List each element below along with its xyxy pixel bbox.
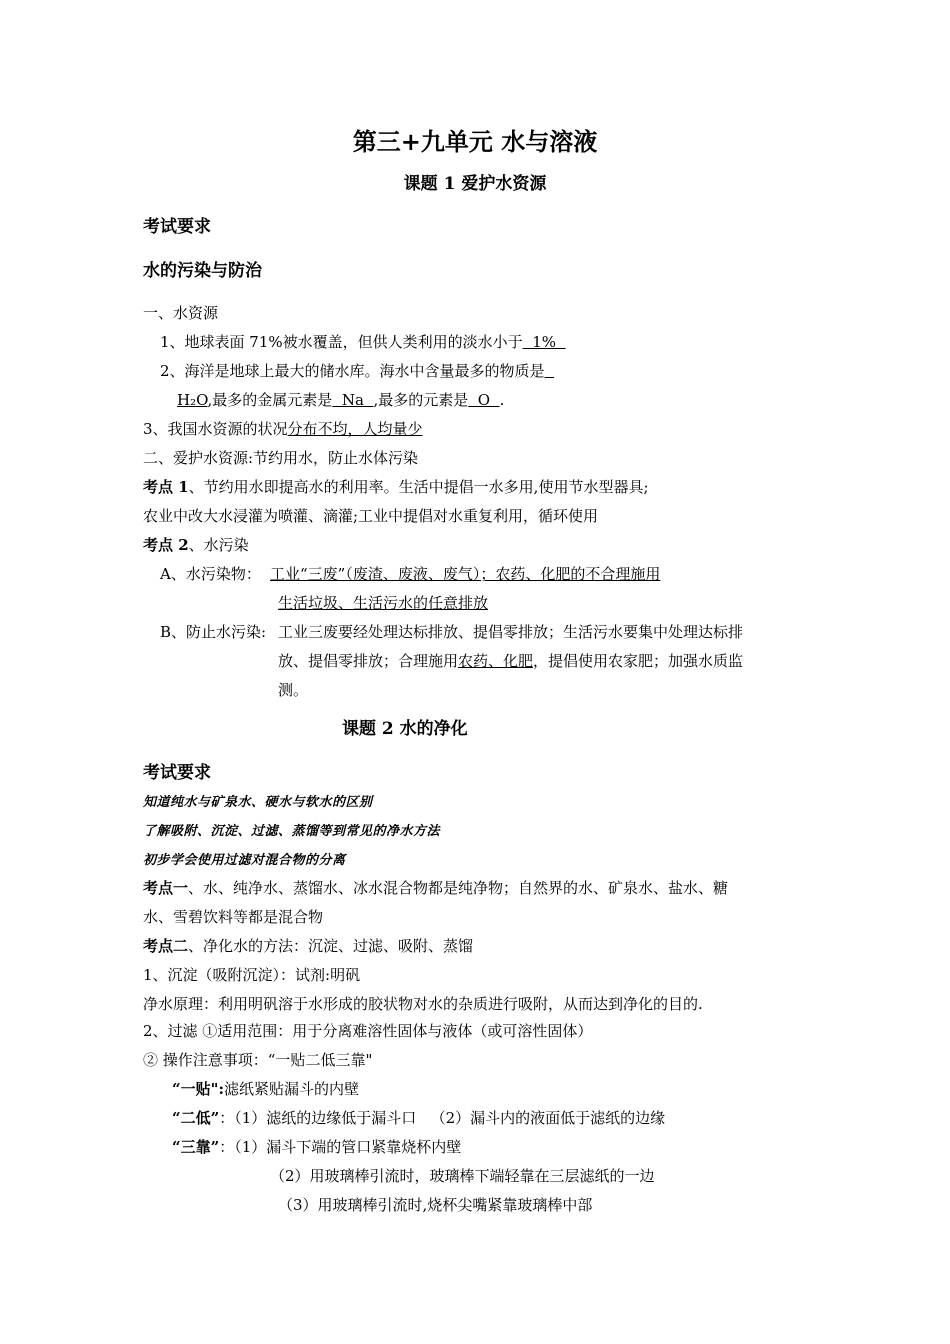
filtration-notes: ② 操作注意事项：“一贴二低三靠": [143, 1051, 373, 1069]
lesson1-title: 课题 1 爱护水资源: [403, 174, 547, 194]
item-3-text: 3、我国水资源的状况: [143, 420, 288, 438]
erdi: [172, 1108, 665, 1128]
requirement-1: 知道纯水与矿泉水、硬水与软水的区别: [143, 795, 373, 810]
requirement-2: 了解吸附、沉淀、过滤、蒸馏等到常见的净水方法: [143, 824, 441, 839]
answer-h2o: H₂O: [177, 391, 208, 409]
sedimentation-principle: 净水原理：利用明矾溶于水形成的胶状物对水的杂质进行吸附，从而达到净化的目的.: [143, 995, 703, 1013]
prevent-line2-underlined: 农药、化肥: [458, 652, 534, 670]
sankao: [172, 1137, 461, 1157]
erdi-text: ：（1）滤纸的边缘低于漏斗口 （2）漏斗内的液面低于滤纸的边缘: [219, 1109, 666, 1127]
key-point-a-line2: 水、雪碧饮料等都是混合物: [143, 908, 324, 926]
key-point-b-text: 、净化水的方法：沉淀、过滤、吸附、蒸馏: [188, 937, 474, 955]
item-1-answer: 1%: [522, 333, 566, 351]
prevent-line3: 测。: [278, 681, 309, 699]
topic-heading: 水的污染与防治: [143, 261, 262, 281]
lesson2-title: 课题 2 水的净化: [342, 719, 468, 739]
prevent-line1: 工业三废要经处理达标排放、提倡零排放；生活污水要集中处理达标排: [278, 623, 744, 641]
key-point-1: [143, 477, 649, 497]
item-2-end: .: [499, 391, 505, 409]
pollutant-line1: 工业“三废”（废渣、废液、废气）；农药、化肥的不合理施用: [270, 565, 661, 583]
key-point-2-label: 考点 2: [143, 536, 189, 554]
key-point-1-label: 考点 1: [143, 478, 189, 496]
requirement-3: 初步学会使用过滤对混合物的分离: [143, 853, 346, 868]
method-sedimentation: 1、沉淀（吸附沉淀）：试剂:明矾: [143, 966, 361, 984]
key-point-2-text: 、水污染: [188, 536, 249, 554]
pollutant-line2: 生活垃圾、生活污水的任意排放: [278, 594, 489, 612]
prevent-line2-a: 放、提倡零排放；合理施用: [278, 652, 459, 670]
section-protect-water: 二、爱护水资源:节约用水，防止水体污染: [143, 449, 419, 467]
key-point-b-label: 考点二: [143, 937, 189, 955]
key-point-a: [143, 878, 728, 898]
yitie-label: “一贴":: [172, 1080, 224, 1098]
answer-na: Na: [332, 391, 374, 409]
key-point-b: [143, 936, 473, 956]
exam-requirements-heading: 考试要求: [143, 217, 211, 237]
method-filtration: 2、过滤 ①适用范围：用于分离难溶性固体与液体（或可溶性固体）: [143, 1022, 593, 1040]
item-2-line2: [177, 390, 504, 410]
sankao-2: （2）用玻璃棒引流时，玻璃棒下端轻靠在三层滤纸的一边: [270, 1167, 655, 1185]
pollutant-label: A、水污染物：: [160, 565, 261, 583]
item-2-metal-text: ,最多的金属元素是: [207, 391, 333, 409]
item-3-answer: 分布不均，人均量少: [287, 420, 423, 438]
item-3: [143, 419, 423, 439]
answer-o: O: [468, 391, 500, 409]
section-water-resources: 一、水资源: [143, 304, 219, 322]
item-1: [160, 332, 566, 352]
item-2-text: 2、海洋是地球上最大的储水库。海水中含量最多的物质是: [160, 362, 545, 380]
erdi-label: “二低”: [172, 1109, 220, 1127]
prevent-line2: [278, 651, 743, 671]
yitie-text: 滤纸紧贴漏斗的内壁: [223, 1080, 359, 1098]
sankao-3: （3）用玻璃棒引流时,烧杯尖嘴紧靠玻璃棒中部: [278, 1196, 593, 1214]
sankao-text: ：（1）漏斗下端的管口紧靠烧杯内壁: [219, 1138, 462, 1156]
key-point-1-text: 、节约用水即提高水的利用率。生活中提倡一水多用,使用节水型器具;: [188, 478, 649, 496]
key-point-a-text: 、水、纯净水、蒸馏水、冰水混合物都是纯净物；自然界的水、矿泉水、盐水、糖: [188, 879, 729, 897]
sankao-label: “三靠”: [172, 1138, 220, 1156]
key-point-a-label: 考点一: [143, 879, 189, 897]
key-point-2: [143, 535, 249, 555]
key-point-1-line2: 农业中改大水浸灌为喷灌、滴灌;工业中提倡对水重复利用，循环使用: [143, 507, 599, 525]
prevent-line2-b: ，提倡使用农家肥；加强水质监: [533, 652, 744, 670]
exam-requirements-heading-2: 考试要求: [143, 763, 211, 783]
item-1-text: 1、地球表面 71%被水覆盖，但供人类利用的淡水小于: [160, 333, 523, 351]
prevent-label: B、防止水污染:: [160, 623, 267, 641]
item-2-blank: [545, 362, 555, 380]
yitie: [172, 1079, 359, 1099]
unit-title: 第三+九单元 水与溶液: [352, 127, 598, 156]
item-2-element-text: ,最多的元素是: [373, 391, 469, 409]
item-2-line1: [160, 361, 554, 381]
